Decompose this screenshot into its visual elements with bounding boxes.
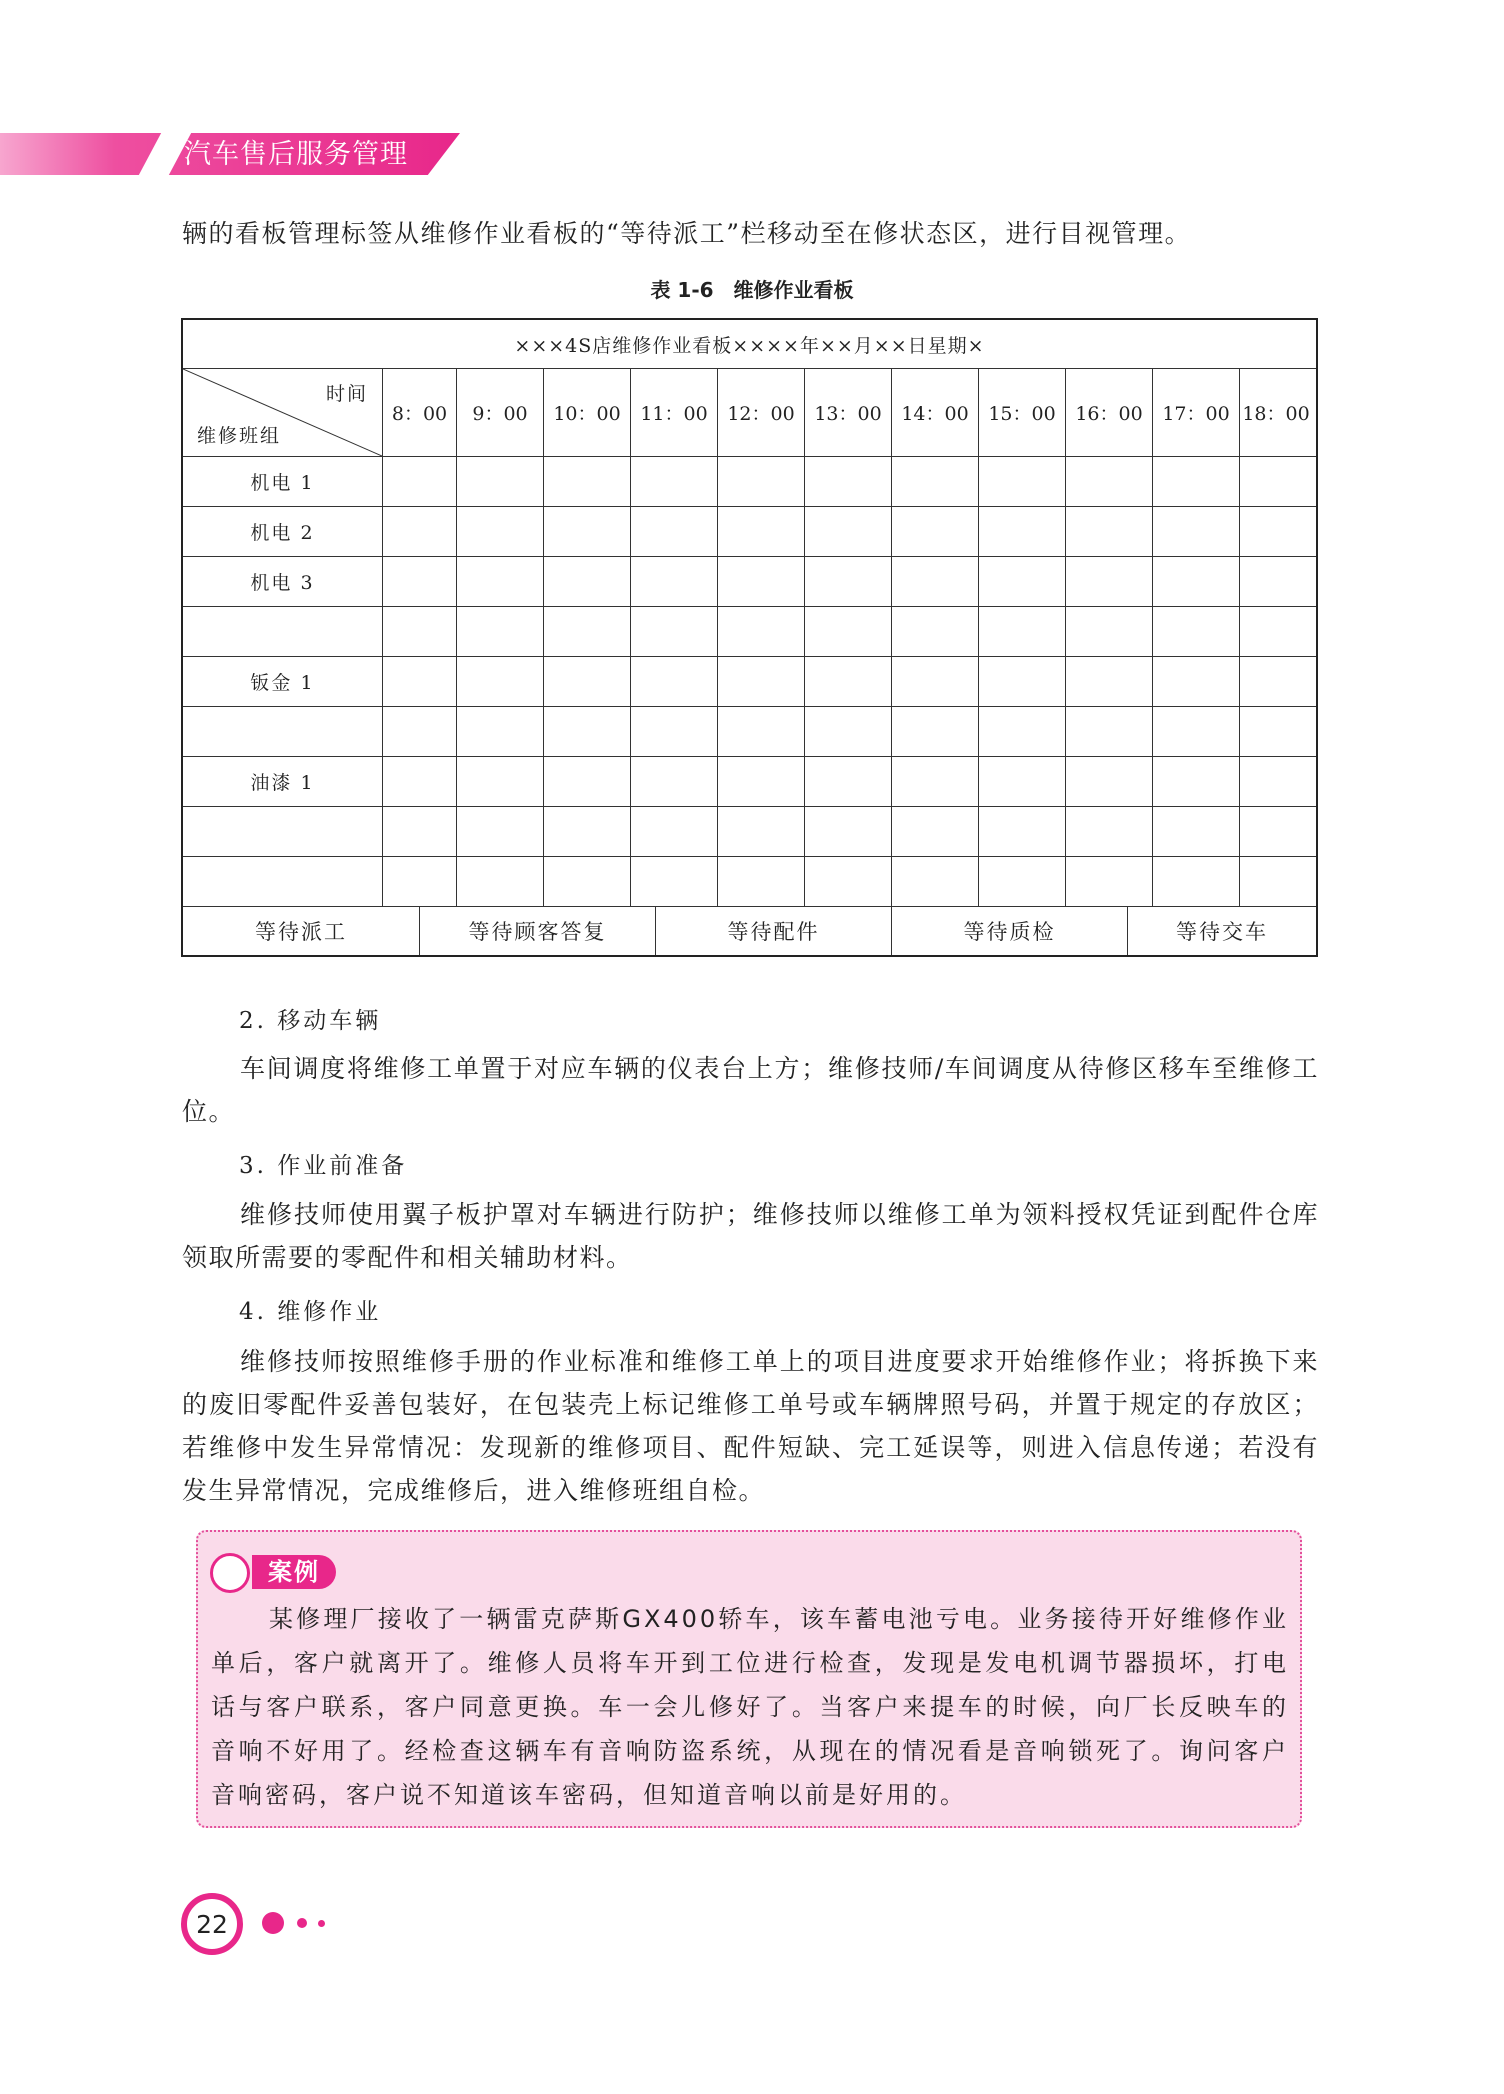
schedule-cell <box>717 657 804 706</box>
schedule-cell <box>630 457 717 506</box>
schedule-cell <box>891 457 978 506</box>
corner-time-label: 时间 <box>325 383 368 405</box>
case-text: 某修理厂接收了一辆雷克萨斯GX400轿车，该车蓄电池亏电。业务接待开好维修作业单后，客户就离开了。维修人员将车开到工位进行检查，发现是发电机调节器损坏，打电话与客户联系，客户同意更换。车一会儿修好了。当客户来提车的时候，向厂长反映车的音响不好用了。经检查这辆车有音响防盗系统，从现在的情况看是音响锁死了。询问客户音响密码，客户说不知道该车密码，但知道音响以前是好用的。 <box>211 1605 1289 1809</box>
schedule-cell <box>1152 807 1239 856</box>
table-body <box>183 456 1316 906</box>
schedule-cell <box>382 507 456 556</box>
group-name-cell <box>183 857 382 906</box>
group-name-cell: 油漆 1 <box>250 772 315 794</box>
schedule-cell <box>717 707 804 756</box>
schedule-cell <box>456 457 543 506</box>
group-name-cell: 钣金 1 <box>250 672 315 694</box>
group-name-cell: 机电 2 <box>250 522 315 544</box>
schedule-cell <box>804 707 891 756</box>
page-number: 22 <box>181 1893 243 1955</box>
case-badge <box>210 1553 344 1591</box>
time-header-cell: 15：00 <box>978 369 1065 456</box>
schedule-cell <box>630 557 717 606</box>
intro-paragraph: 辆的看板管理标签从维修作业看板的“等待派工”栏移动至在修状态区，进行目视管理。 <box>182 219 1192 248</box>
time-header-cell: 14：00 <box>891 369 978 456</box>
schedule-cell <box>630 807 717 856</box>
footer-dot-medium-icon <box>297 1918 307 1928</box>
section-heading-preparation: 3. 作业前准备 <box>239 1153 408 1179</box>
table-caption: 表 1-6 维修作业看板 <box>650 278 854 302</box>
table-row <box>183 706 1316 756</box>
schedule-cell <box>382 857 456 906</box>
schedule-cell <box>978 657 1065 706</box>
schedule-cell <box>1152 757 1239 806</box>
schedule-cell <box>1065 457 1152 506</box>
schedule-cell <box>543 607 630 656</box>
schedule-cell <box>382 457 456 506</box>
schedule-cell <box>891 757 978 806</box>
footer-dot-large-icon <box>262 1912 284 1934</box>
section-body-repair-work: 维修技师按照维修手册的作业标准和维修工单上的项目进度要求开始维修作业；将拆换下来的废旧零配件妥善包装好，在包装壳上标记维修工单号或车辆牌照号码，并置于规定的存放区；若维修中发生异常情况：发现新的维修项目、配件短缺、完工延误等，则进入信息传递；若没有发生异常情况，完成维修后，进入维修班组自检。 <box>182 1347 1319 1505</box>
time-header-cell: 18：00 <box>1239 369 1312 456</box>
group-name-cell: 机电 3 <box>250 572 315 594</box>
schedule-cell <box>804 507 891 556</box>
schedule-cell <box>456 707 543 756</box>
status-column-cell: 等待派工 <box>255 920 347 944</box>
section-heading-move-vehicle: 2. 移动车辆 <box>239 1008 382 1034</box>
schedule-cell <box>1239 807 1312 856</box>
schedule-cell <box>630 657 717 706</box>
schedule-cell <box>1065 557 1152 606</box>
schedule-cell <box>382 557 456 606</box>
table-header-row <box>183 368 1316 456</box>
schedule-cell <box>891 707 978 756</box>
corner-group-label: 维修班组 <box>197 425 282 447</box>
schedule-cell <box>804 657 891 706</box>
schedule-cell <box>1152 707 1239 756</box>
table-row <box>183 756 1316 806</box>
book-title: 汽车售后服务管理 <box>184 139 408 170</box>
table-row <box>183 606 1316 656</box>
schedule-cell <box>1239 657 1312 706</box>
schedule-cell <box>1152 657 1239 706</box>
schedule-cell <box>1065 657 1152 706</box>
schedule-cell <box>543 457 630 506</box>
schedule-cell <box>543 507 630 556</box>
schedule-cell <box>1152 557 1239 606</box>
table-row <box>183 656 1316 706</box>
schedule-cell <box>1152 457 1239 506</box>
schedule-cell <box>1239 857 1312 906</box>
footer-dot-small-icon <box>318 1920 325 1927</box>
schedule-cell <box>891 857 978 906</box>
schedule-cell <box>804 557 891 606</box>
table-row <box>183 806 1316 856</box>
status-column-cell: 等待交车 <box>1127 907 1316 955</box>
schedule-cell <box>717 557 804 606</box>
case-label: 案例 <box>252 1555 336 1589</box>
schedule-cell <box>630 757 717 806</box>
schedule-cell <box>717 857 804 906</box>
time-header-cell: 12：00 <box>717 369 804 456</box>
table-row <box>183 506 1316 556</box>
schedule-cell <box>891 807 978 856</box>
schedule-cell <box>1152 857 1239 906</box>
schedule-cell <box>1065 807 1152 856</box>
time-header-cell: 13：00 <box>804 369 891 456</box>
schedule-cell <box>891 507 978 556</box>
time-header-cell: 17：00 <box>1152 369 1239 456</box>
schedule-cell <box>717 507 804 556</box>
schedule-cell <box>543 807 630 856</box>
schedule-cell <box>804 457 891 506</box>
schedule-cell <box>717 607 804 656</box>
time-header-cell: 16：00 <box>1065 369 1152 456</box>
schedule-cell <box>382 707 456 756</box>
table-title-row: ×××4S店维修作业看板××××年××月××日星期× <box>514 334 985 357</box>
schedule-cell <box>630 607 717 656</box>
time-header-cell: 11：00 <box>630 369 717 456</box>
schedule-cell <box>1239 707 1312 756</box>
table-status-row <box>183 906 1316 955</box>
schedule-cell <box>382 607 456 656</box>
schedule-cell <box>891 607 978 656</box>
schedule-cell <box>1239 507 1312 556</box>
schedule-cell <box>1065 607 1152 656</box>
schedule-cell <box>804 757 891 806</box>
schedule-cell <box>456 507 543 556</box>
section-body-preparation: 维修技师使用翼子板护罩对车辆进行防护；维修技师以维修工单为领料授权凭证到配件仓库领取所需要的零配件和相关辅助材料。 <box>182 1200 1319 1272</box>
table-row <box>183 456 1316 506</box>
schedule-cell <box>978 807 1065 856</box>
schedule-cell <box>456 557 543 606</box>
schedule-cell <box>543 707 630 756</box>
group-name-cell: 机电 1 <box>250 472 315 494</box>
schedule-cell <box>382 757 456 806</box>
table-corner-cell <box>183 369 382 456</box>
schedule-cell <box>630 707 717 756</box>
schedule-cell <box>382 657 456 706</box>
time-header-cell: 8：00 <box>382 369 456 456</box>
schedule-cell <box>630 507 717 556</box>
schedule-cell <box>1239 557 1312 606</box>
table-row <box>183 856 1316 906</box>
schedule-cell <box>456 607 543 656</box>
schedule-cell <box>1065 757 1152 806</box>
schedule-cell <box>1152 507 1239 556</box>
schedule-cell <box>717 457 804 506</box>
status-column-cell: 等待配件 <box>655 907 891 955</box>
schedule-cell <box>1239 757 1312 806</box>
schedule-cell <box>804 807 891 856</box>
group-name-cell <box>183 607 382 656</box>
schedule-cell <box>456 807 543 856</box>
case-badge-circle-icon <box>210 1553 250 1593</box>
schedule-cell <box>804 857 891 906</box>
schedule-cell <box>978 857 1065 906</box>
schedule-cell <box>456 657 543 706</box>
schedule-cell <box>456 757 543 806</box>
schedule-cell <box>630 857 717 906</box>
schedule-cell <box>1065 857 1152 906</box>
schedule-cell <box>804 607 891 656</box>
time-header-cell: 9：00 <box>456 369 543 456</box>
schedule-cell <box>543 557 630 606</box>
schedule-cell <box>543 857 630 906</box>
schedule-cell <box>543 657 630 706</box>
section-heading-repair-work: 4. 维修作业 <box>239 1299 382 1325</box>
schedule-cell <box>1065 707 1152 756</box>
group-name-cell <box>183 707 382 756</box>
schedule-cell <box>891 557 978 606</box>
schedule-cell <box>978 457 1065 506</box>
schedule-cell <box>1239 457 1312 506</box>
table-row <box>183 556 1316 606</box>
schedule-cell <box>978 607 1065 656</box>
schedule-cell <box>1239 607 1312 656</box>
schedule-cell <box>978 757 1065 806</box>
repair-kanban-table <box>181 318 1318 957</box>
schedule-cell <box>1152 607 1239 656</box>
schedule-cell <box>543 757 630 806</box>
schedule-cell <box>978 507 1065 556</box>
schedule-cell <box>456 857 543 906</box>
schedule-cell <box>382 807 456 856</box>
schedule-cell <box>717 757 804 806</box>
time-header-cell: 10：00 <box>543 369 630 456</box>
section-body-move-vehicle: 车间调度将维修工单置于对应车辆的仪表台上方；维修技师/车间调度从待修区移车至维修工位。 <box>182 1054 1319 1126</box>
status-column-cell: 等待顾客答复 <box>419 907 655 955</box>
schedule-cell <box>978 707 1065 756</box>
schedule-cell <box>891 657 978 706</box>
group-name-cell <box>183 807 382 856</box>
schedule-cell <box>978 557 1065 606</box>
schedule-cell <box>717 807 804 856</box>
status-column-cell: 等待质检 <box>891 907 1127 955</box>
schedule-cell <box>1065 507 1152 556</box>
